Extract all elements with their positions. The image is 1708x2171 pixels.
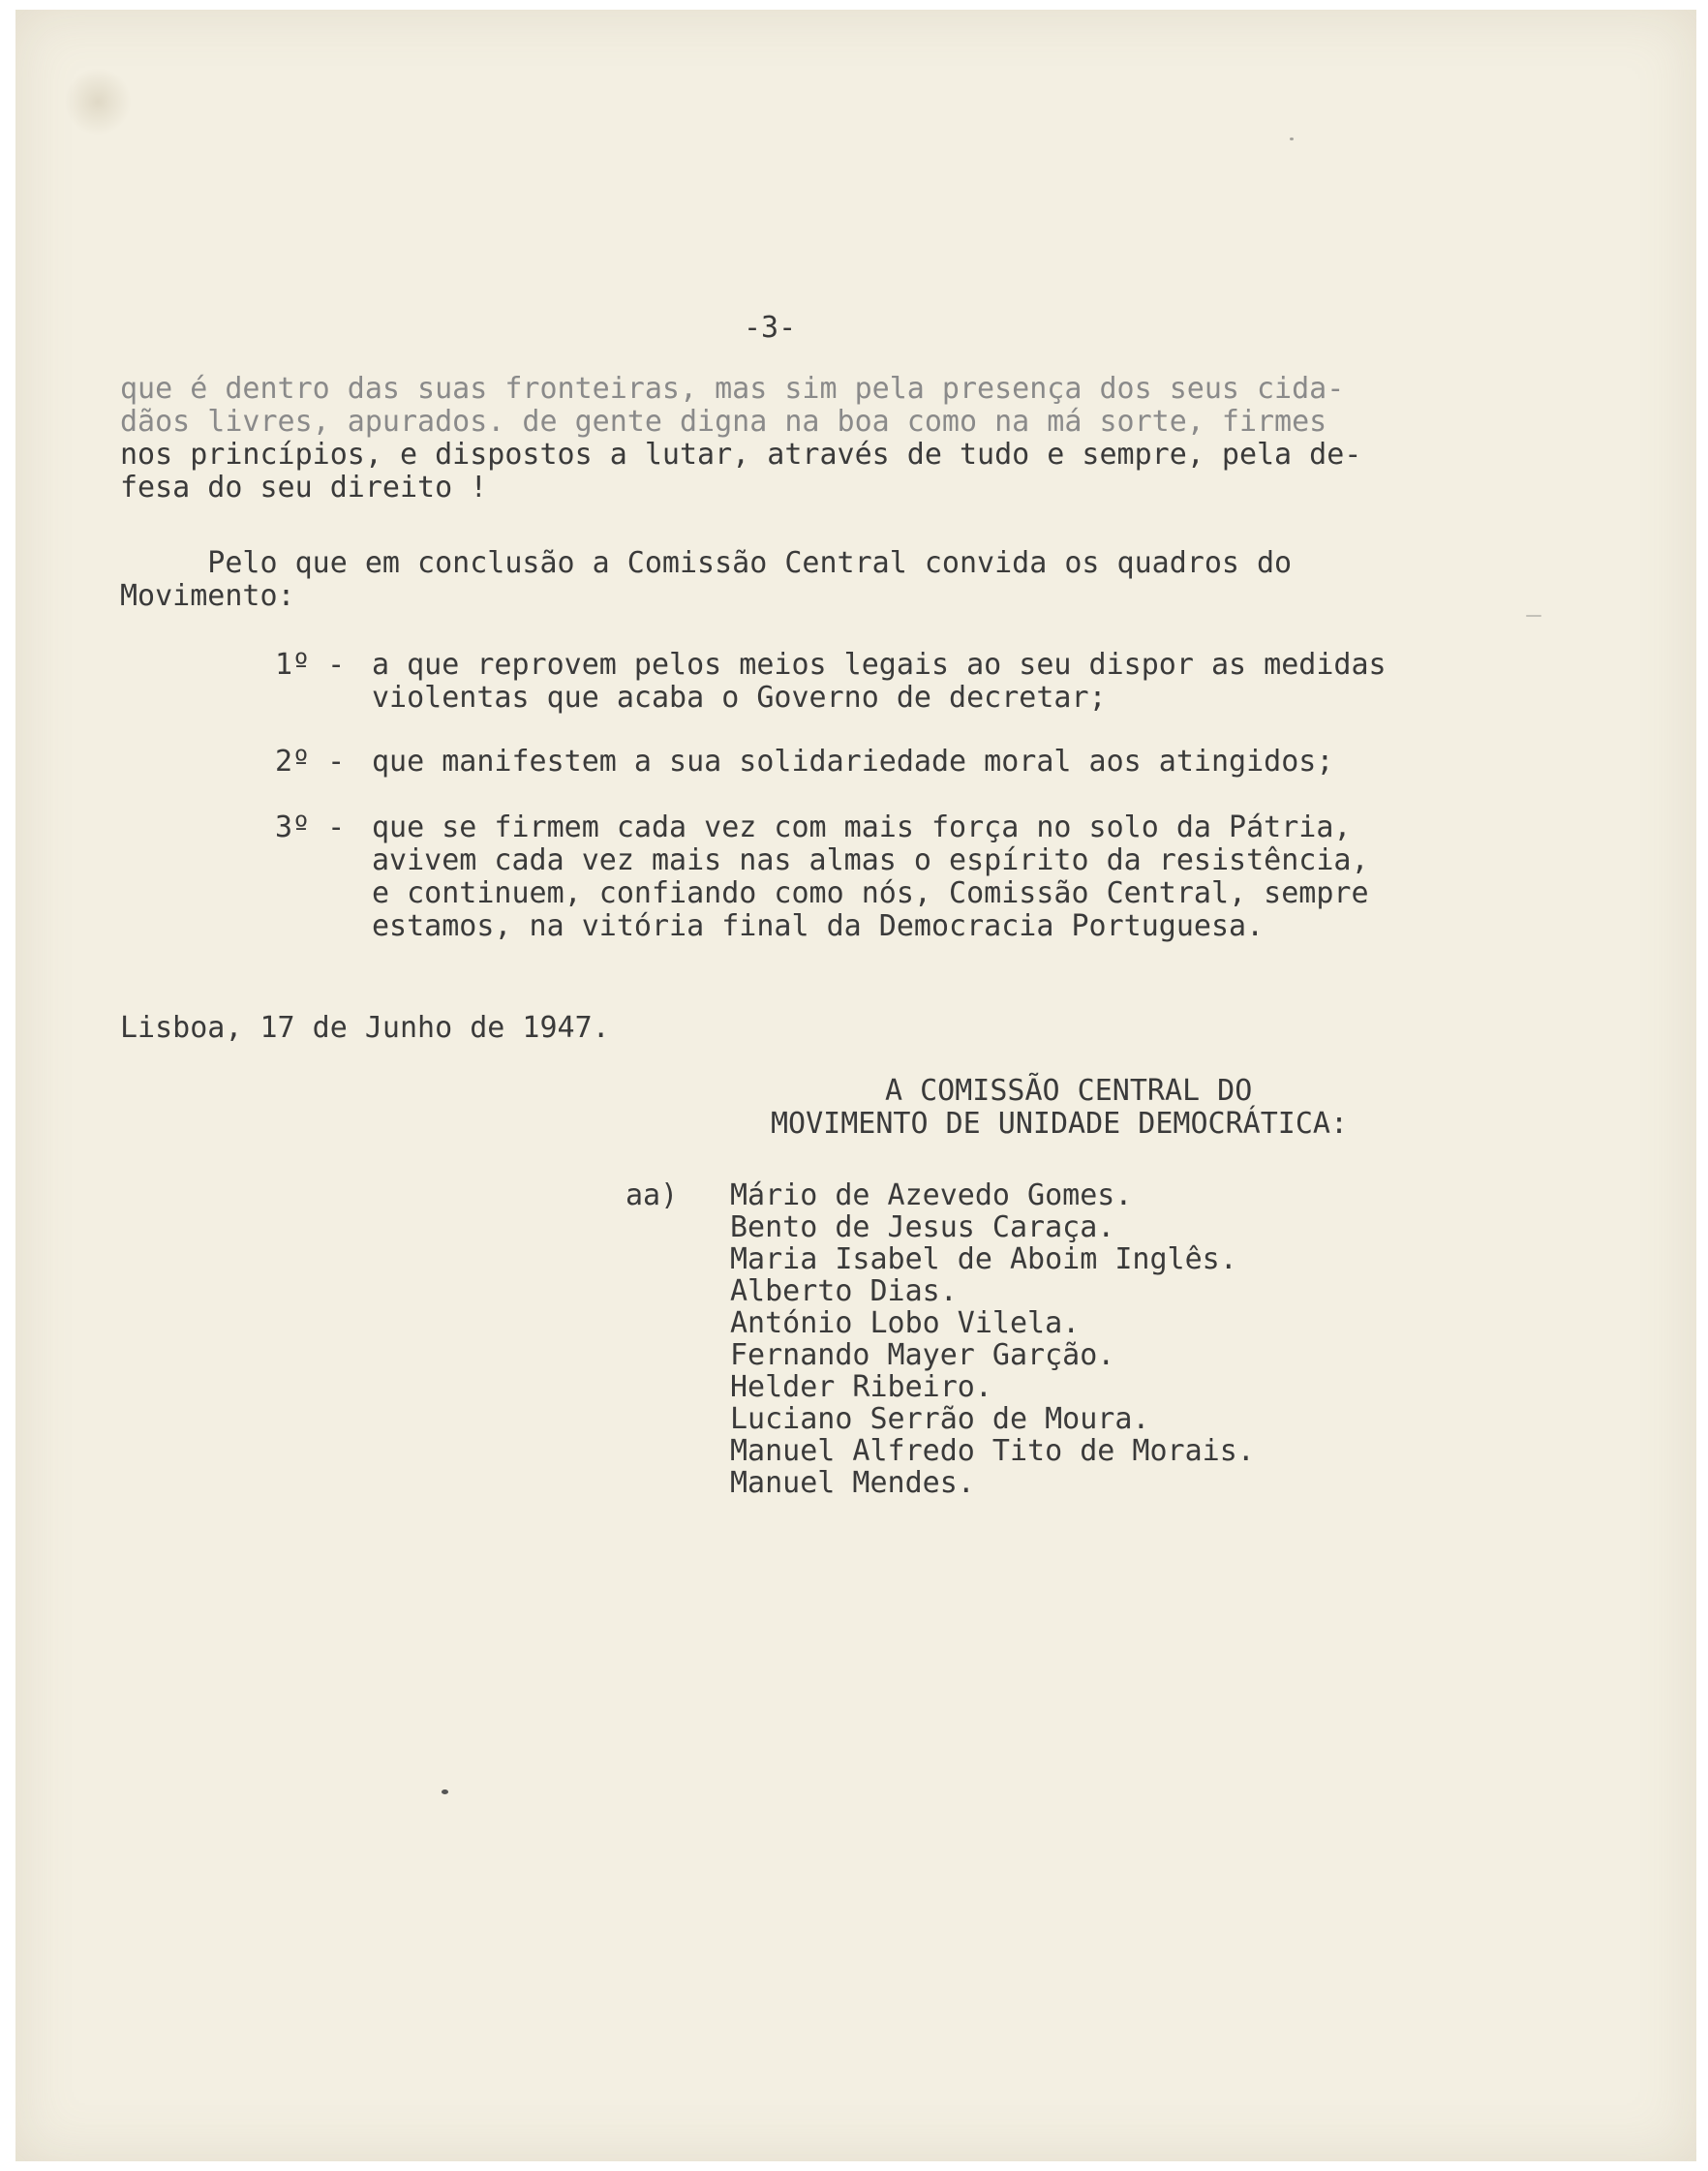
item-number: 2º - (275, 745, 346, 779)
document-sheet (15, 10, 1696, 2161)
item-line: violentas que acaba o Governo de decretar; (372, 681, 1107, 715)
signature-header-line: A COMISSÃO CENTRAL DO (885, 1074, 1253, 1108)
signature-header-line: MOVIMENTO DE UNIDADE DEMOCRÁTICA: (771, 1107, 1349, 1141)
item-line: que manifestem a sua solidariedade moral aos atingidos; (372, 745, 1334, 779)
signatory-name: Luciano Serrão de Moura. (730, 1402, 1150, 1436)
signatory-name: Manuel Mendes. (730, 1466, 975, 1500)
signatory-name: Manuel Alfredo Tito de Morais. (730, 1434, 1255, 1468)
item-line: que se firmem cada vez com mais força no solo da Pátria, (372, 810, 1352, 844)
continuation-line: dãos livres, apurados. de gente digna na boa como na má sorte, firmes (120, 405, 1327, 439)
signatory-name: Helder Ribeiro. (730, 1370, 992, 1404)
continuation-line: que é dentro das suas fronteiras, mas sim pela presença dos seus cida- (120, 372, 1345, 406)
page-number: -3- (744, 311, 797, 345)
signatory-name: Mário de Azevedo Gomes. (730, 1178, 1133, 1212)
signatories-list (730, 1179, 1255, 1499)
signatory-name: Alberto Dias. (730, 1274, 958, 1308)
continuation-line: nos princípios, e dispostos a lutar, através de tudo e sempre, pela de- (120, 438, 1362, 472)
signatories-prefix: aa) (625, 1178, 679, 1212)
continuation-line: fesa do seu direito ! (120, 471, 488, 505)
place-date: Lisboa, 17 de Junho de 1947. (120, 1011, 610, 1045)
ink-speck (1290, 138, 1294, 140)
item-number: 1º - (275, 648, 346, 682)
item-line: avivem cada vez mais nas almas o espírito da resistência, (372, 843, 1369, 877)
item-number: 3º - (275, 810, 346, 844)
item-line: estamos, na vitória final da Democracia Portuguesa. (372, 909, 1265, 943)
signatory-name: António Lobo Vilela. (730, 1306, 1081, 1340)
item-line: e continuem, confiando como nós, Comissão Central, sempre (372, 876, 1369, 910)
signatory-name: Maria Isabel de Aboim Inglês. (730, 1242, 1237, 1276)
ink-speck (1526, 615, 1541, 617)
ink-speck (442, 1789, 448, 1794)
signatory-name: Fernando Mayer Garção. (730, 1338, 1115, 1372)
item-line: a que reprovem pelos meios legais ao seu dispor as medidas (372, 648, 1387, 682)
paper-crease (64, 68, 132, 136)
signatory-name: Bento de Jesus Caraça. (730, 1210, 1115, 1244)
conclusion-line: Movimento: (120, 579, 295, 613)
conclusion-line: Pelo que em conclusão a Comissão Central convida os quadros do (120, 546, 1293, 580)
